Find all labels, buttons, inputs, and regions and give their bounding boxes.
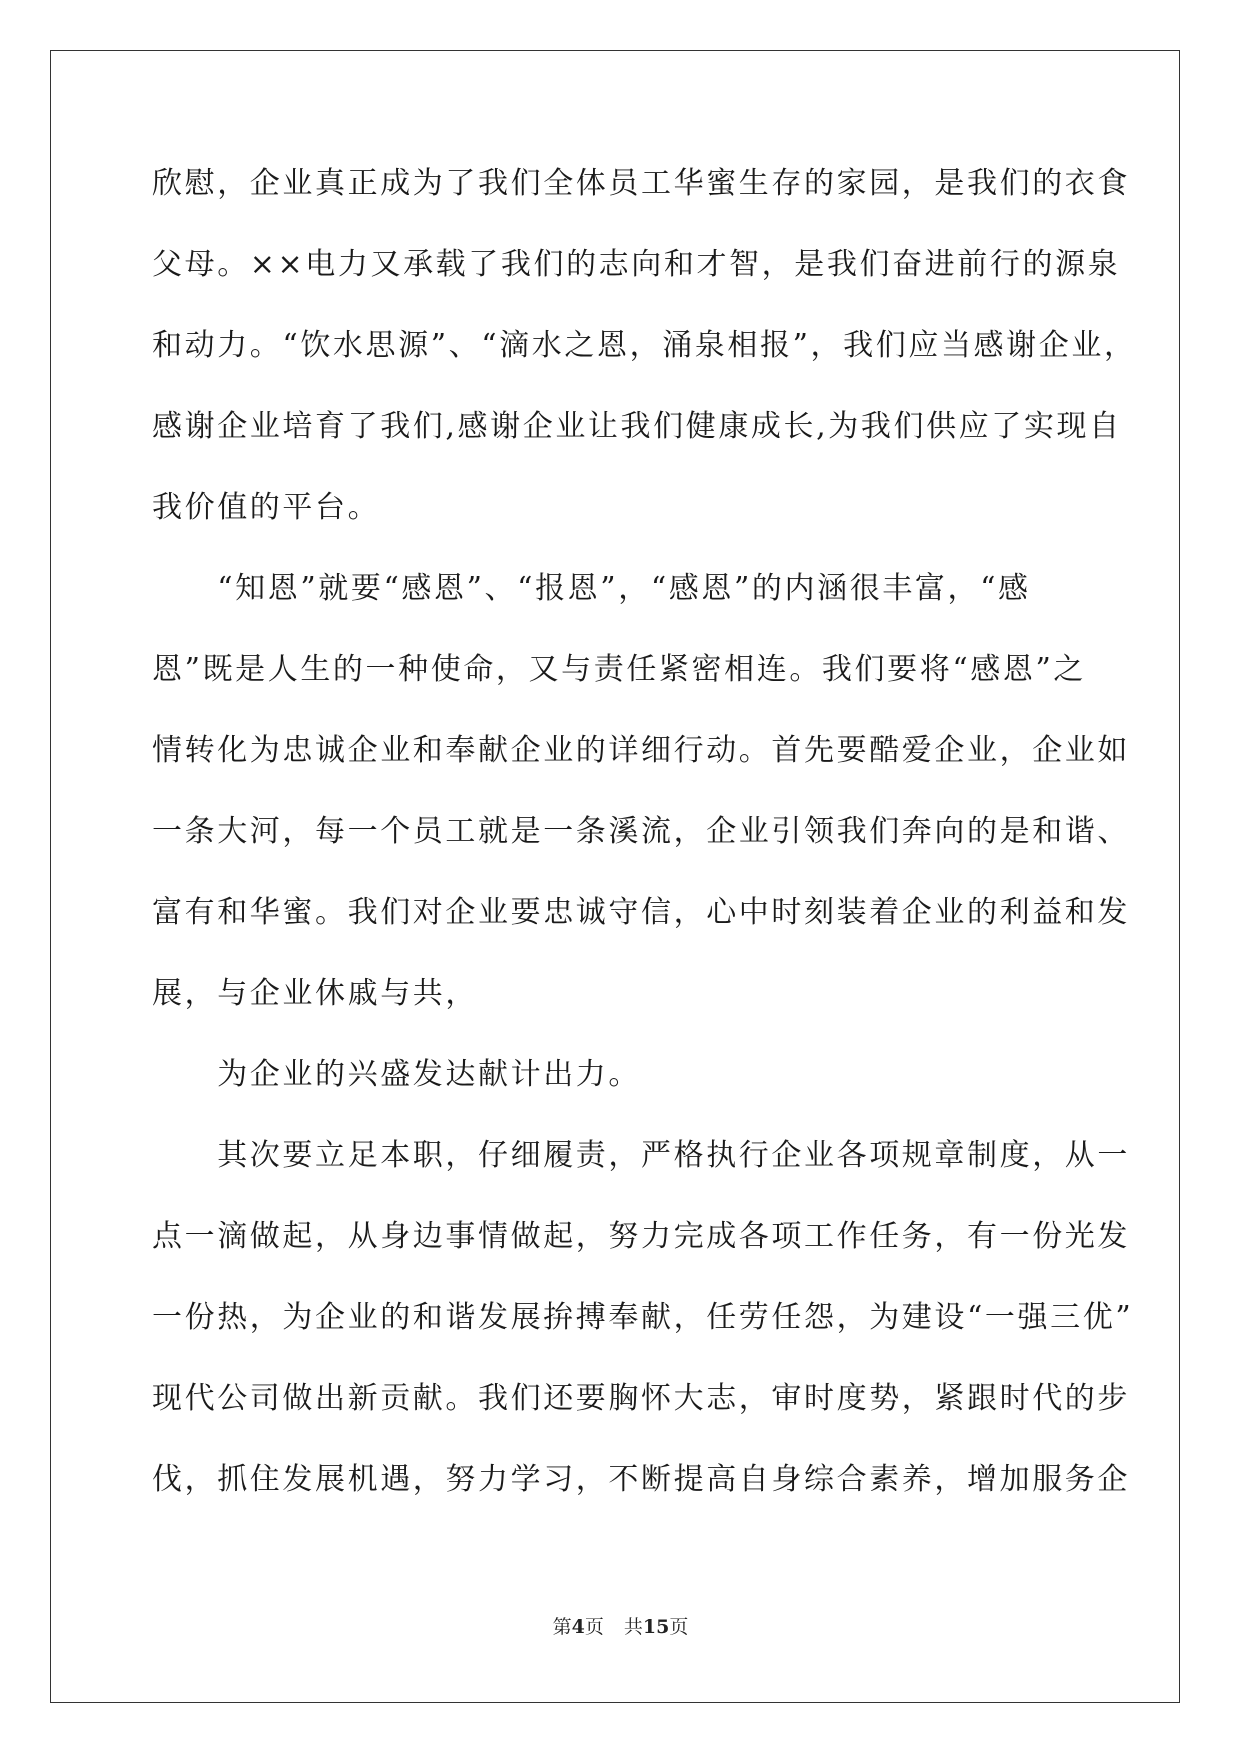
- page-suffix: 页: [584, 1616, 604, 1638]
- page-footer: [0, 1612, 1241, 1639]
- text-line: 伐，抓住发展机遇，努力学习，不断提高自身综合素养，增加服务企: [152, 1462, 1130, 1497]
- text-line: 父母。××电力又承载了我们的志向和才智，是我们奋进前行的源泉: [152, 247, 1121, 282]
- text-line: 欣慰，企业真正成为了我们全体员工华蜜生存的家园，是我们的衣食: [152, 166, 1130, 201]
- text-line: 为企业的兴盛发达献计出力。: [152, 1057, 641, 1092]
- total-suffix: 页: [669, 1616, 689, 1638]
- text-line: 富有和华蜜。我们对企业要忠诚守信，心中时刻装着企业的利益和发: [152, 895, 1130, 930]
- page-number: 4: [571, 1616, 585, 1638]
- total-pages: 15: [642, 1616, 670, 1638]
- text-line: 情转化为忠诚企业和奉献企业的详细行动。首先要酷爱企业，企业如: [152, 733, 1130, 768]
- text-line: 一份热，为企业的和谐发展拚搏奉献，任劳任怨，为建设“一强三优”: [152, 1300, 1134, 1335]
- text-line: 和动力。“饮水思源”、“滴水之恩，涌泉相报”，我们应当感谢企业，: [152, 328, 1137, 363]
- text-line: 我价值的平台。: [152, 490, 381, 525]
- text-line: “知恩”就要“感恩”、“报恩”，“感恩”的内涵很丰富，“感: [152, 571, 1031, 606]
- text-line: 其次要立足本职，仔细履责，严格执行企业各项规章制度，从一: [152, 1138, 1130, 1173]
- document-body: [152, 160, 1137, 1537]
- text-line: 感谢企业培育了我们,感谢企业让我们健康成长,为我们供应了实现自: [152, 409, 1122, 444]
- total-prefix: 共: [623, 1616, 643, 1638]
- text-line: 点一滴做起，从身边事情做起，努力完成各项工作任务，有一份光发: [152, 1219, 1130, 1254]
- page-prefix: 第: [552, 1616, 572, 1638]
- text-line: 一条大河，每一个员工就是一条溪流，企业引领我们奔向的是和谐、: [152, 814, 1130, 849]
- text-line: 恩”既是人生的一种使命，又与责任紧密相连。我们要将“感恩”之: [152, 652, 1087, 687]
- text-line: 展，与企业休戚与共，: [152, 976, 478, 1011]
- text-line: 现代公司做出新贡献。我们还要胸怀大志，审时度势，紧跟时代的步: [152, 1381, 1130, 1416]
